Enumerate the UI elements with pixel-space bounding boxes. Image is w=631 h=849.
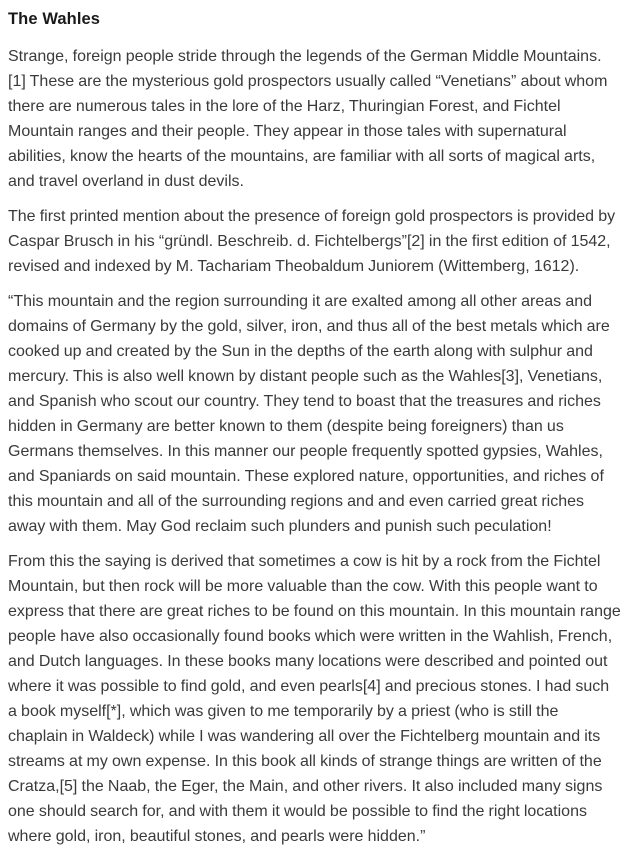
paragraph-first-mention: The first printed mention about the presence of foreign gold prospectors is provided by Caspar Brusch in his “gründl. Beschreib. d. Fichtelbergs”[2] in the first edition of 1542, revised and indexed by M. Tachariam Theobaldum Juniorem (Wittemberg, 1612). bbox=[8, 208, 616, 275]
paragraph-quote: “This mountain and the region surrounding it are exalted among all other areas and domains of Germany by the gold, silver, iron, and thus all of the best metals which are cooked up and created by the Sun in the depths of the earth along with sulphur and mercury. This is also well known by distant people such as the Wahles[3], Venetians, and Spanish who scout our country. They tend to boast that the treasures and riches hidden in Germany are better known to them (despite being foreigners) than us Germans themselves. In this manner our people frequently spotted gypsies, Wahles, and Spaniards on said mountain. These explored nature, opportunities, and riches of this mountain and all of the surrounding regions and and even carried great riches away with them. May God reclaim such plunders and punish such peculation! bbox=[8, 293, 610, 535]
paragraph-intro: Strange, foreign people stride through the legends of the German Middle Mountains. [1] These are the mysterious gold prospectors usually called “Venetians” about whom there are numerous tales in the lore of the Harz, Thuringian Forest, and Fichtel Mountain ranges and their people. They appear in those tales with supernatural abilities, know the hearts of the mountains, are familiar with all sorts of magical arts, and travel overland in dust devils. bbox=[8, 48, 608, 190]
paragraph-saying: From this the saying is derived that sometimes a cow is hit by a rock from the Fichtel Mountain, but then rock will be more valuable than the cow. With this people want to express that there are great riches to be found on this mountain. In this mountain range people have also occasionally found books which were written in the Wahlish, French, and Dutch languages. In these books many locations were described and pointed out where it was possible to find gold, and even pearls[4] and precious stones. I had such a book myself[*], which was given to me temporarily by a priest (who is still the chaplain in Waldeck) while I was wandering all over the Fichtelberg mountain and its streams at my own expense. In this book all kinds of strange things are written of the Cratza,[5] the Naab, the Eger, the Main, and other rivers. It also included many signs one should search for, and with them it would be possible to find the right locations where gold, iron, beautiful stones, and pearls were hidden.” bbox=[8, 553, 621, 845]
article-title: The Wahles bbox=[8, 10, 101, 28]
